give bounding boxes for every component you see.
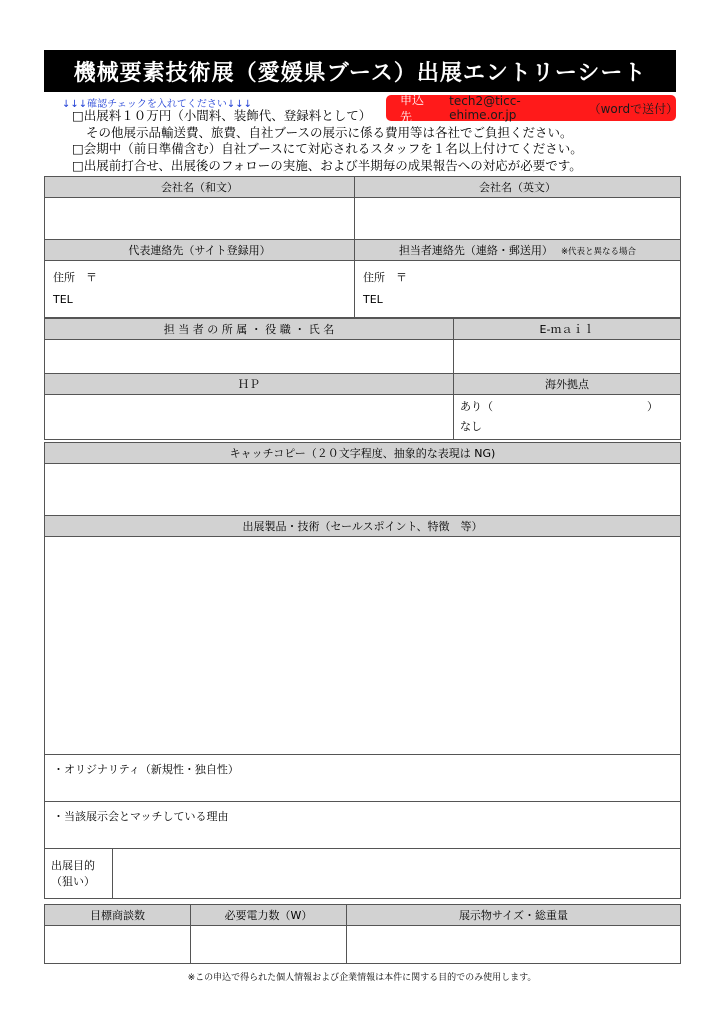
company-en-header: 会社名（英文） bbox=[355, 177, 681, 198]
person-address-label: 住所 〒 bbox=[363, 271, 407, 284]
person-name-header: 担 当 者 の 所 属 ・ 役 職 ・ 氏 名 bbox=[45, 319, 454, 340]
fee-checkbox-item[interactable]: □出展料１０万円（小間料、装飾代、登録料として） bbox=[72, 108, 372, 123]
person-contact-note: ※代表と異なる場合 bbox=[560, 247, 637, 257]
match-reason-label: ・当該展示会とマッチしている理由 bbox=[53, 810, 229, 823]
exhibit-size-header: 展示物サイズ・総重量 bbox=[347, 905, 681, 926]
person-info-table bbox=[44, 318, 681, 440]
privacy-footnote: ※この申込で得られた個人情報および企業情報は本件に関する目的でのみ使用します。 bbox=[187, 973, 537, 983]
title-text: 機械要素技術展（愛媛県ブース）出展エントリーシート bbox=[73, 60, 647, 86]
purpose-label: 出展目的 bbox=[51, 858, 95, 872]
catchcopy-header: キャッチコピー（２０文字程度、抽象的な表現は NG) bbox=[45, 443, 681, 464]
email-header: E-ｍａｉｌ bbox=[454, 319, 681, 340]
person-contact-label: 担当者連絡先（連絡・郵送用） bbox=[398, 244, 553, 257]
exhibit-size-field[interactable] bbox=[347, 926, 681, 964]
rep-contact-field[interactable] bbox=[45, 261, 355, 318]
form-title bbox=[44, 50, 676, 92]
apply-email-link[interactable]: tech2@ticc-ehime.or.jp bbox=[449, 94, 521, 122]
target-deals-field[interactable] bbox=[45, 926, 191, 964]
originality-label: ・オリジナリティ（新規性・独自性） bbox=[53, 763, 239, 776]
targets-table bbox=[44, 904, 681, 964]
rep-tel-label: TEL bbox=[53, 293, 73, 306]
match-reason-field[interactable] bbox=[45, 802, 681, 849]
company-jp-header: 会社名（和文） bbox=[45, 177, 355, 198]
overseas-yes-option[interactable]: あり（ ） bbox=[460, 400, 658, 413]
purpose-sublabel: （狙い） bbox=[51, 874, 95, 888]
purpose-field[interactable] bbox=[113, 849, 681, 899]
person-contact-field[interactable] bbox=[355, 261, 681, 318]
overseas-field[interactable] bbox=[454, 395, 681, 440]
hp-header: ＨＰ bbox=[45, 374, 454, 395]
company-en-field[interactable] bbox=[355, 198, 681, 240]
person-name-field[interactable] bbox=[45, 340, 454, 374]
power-header: 必要電力数（W） bbox=[191, 905, 347, 926]
rep-address-label: 住所 〒 bbox=[53, 271, 97, 284]
target-deals-header: 目標商談数 bbox=[45, 905, 191, 926]
apply-label: 申込先 bbox=[400, 93, 425, 124]
products-field[interactable] bbox=[45, 537, 681, 755]
overseas-no-option[interactable]: なし bbox=[460, 420, 482, 433]
company-jp-field[interactable] bbox=[45, 198, 355, 240]
originality-field[interactable] bbox=[45, 755, 681, 802]
company-contact-table bbox=[44, 176, 681, 318]
catchcopy-field[interactable] bbox=[45, 464, 681, 516]
person-tel-label: TEL bbox=[363, 293, 383, 306]
overseas-header: 海外拠点 bbox=[454, 374, 681, 395]
apply-note: （wordで送付） bbox=[588, 101, 679, 116]
staff-checkbox-item[interactable]: □会期中（前日準備含む）自社ブースにて対応されるスタッフを１名以上付けてください。 bbox=[72, 141, 583, 156]
email-field[interactable] bbox=[454, 340, 681, 374]
check-instruction: ↓↓↓確認チェックを入れてください↓↓↓ bbox=[62, 99, 252, 110]
products-header: 出展製品・技術（セールスポイント、特徴 等） bbox=[45, 516, 681, 537]
rep-contact-header: 代表連絡先（サイト登録用） bbox=[45, 240, 355, 261]
power-field[interactable] bbox=[191, 926, 347, 964]
product-table bbox=[44, 442, 681, 899]
person-contact-header bbox=[355, 240, 681, 261]
hp-field[interactable] bbox=[45, 395, 454, 440]
purpose-label-cell bbox=[45, 849, 113, 899]
followup-checkbox-item[interactable]: □出展前打合せ、出展後のフォローの実施、および半期毎の成果報告への対応が必要です。 bbox=[72, 157, 582, 173]
confirmation-checklist bbox=[72, 108, 583, 174]
fee-note: その他展示品輸送費、旅費、自社ブースの展示に係る費用等は各社でご負担ください。 bbox=[86, 124, 573, 140]
